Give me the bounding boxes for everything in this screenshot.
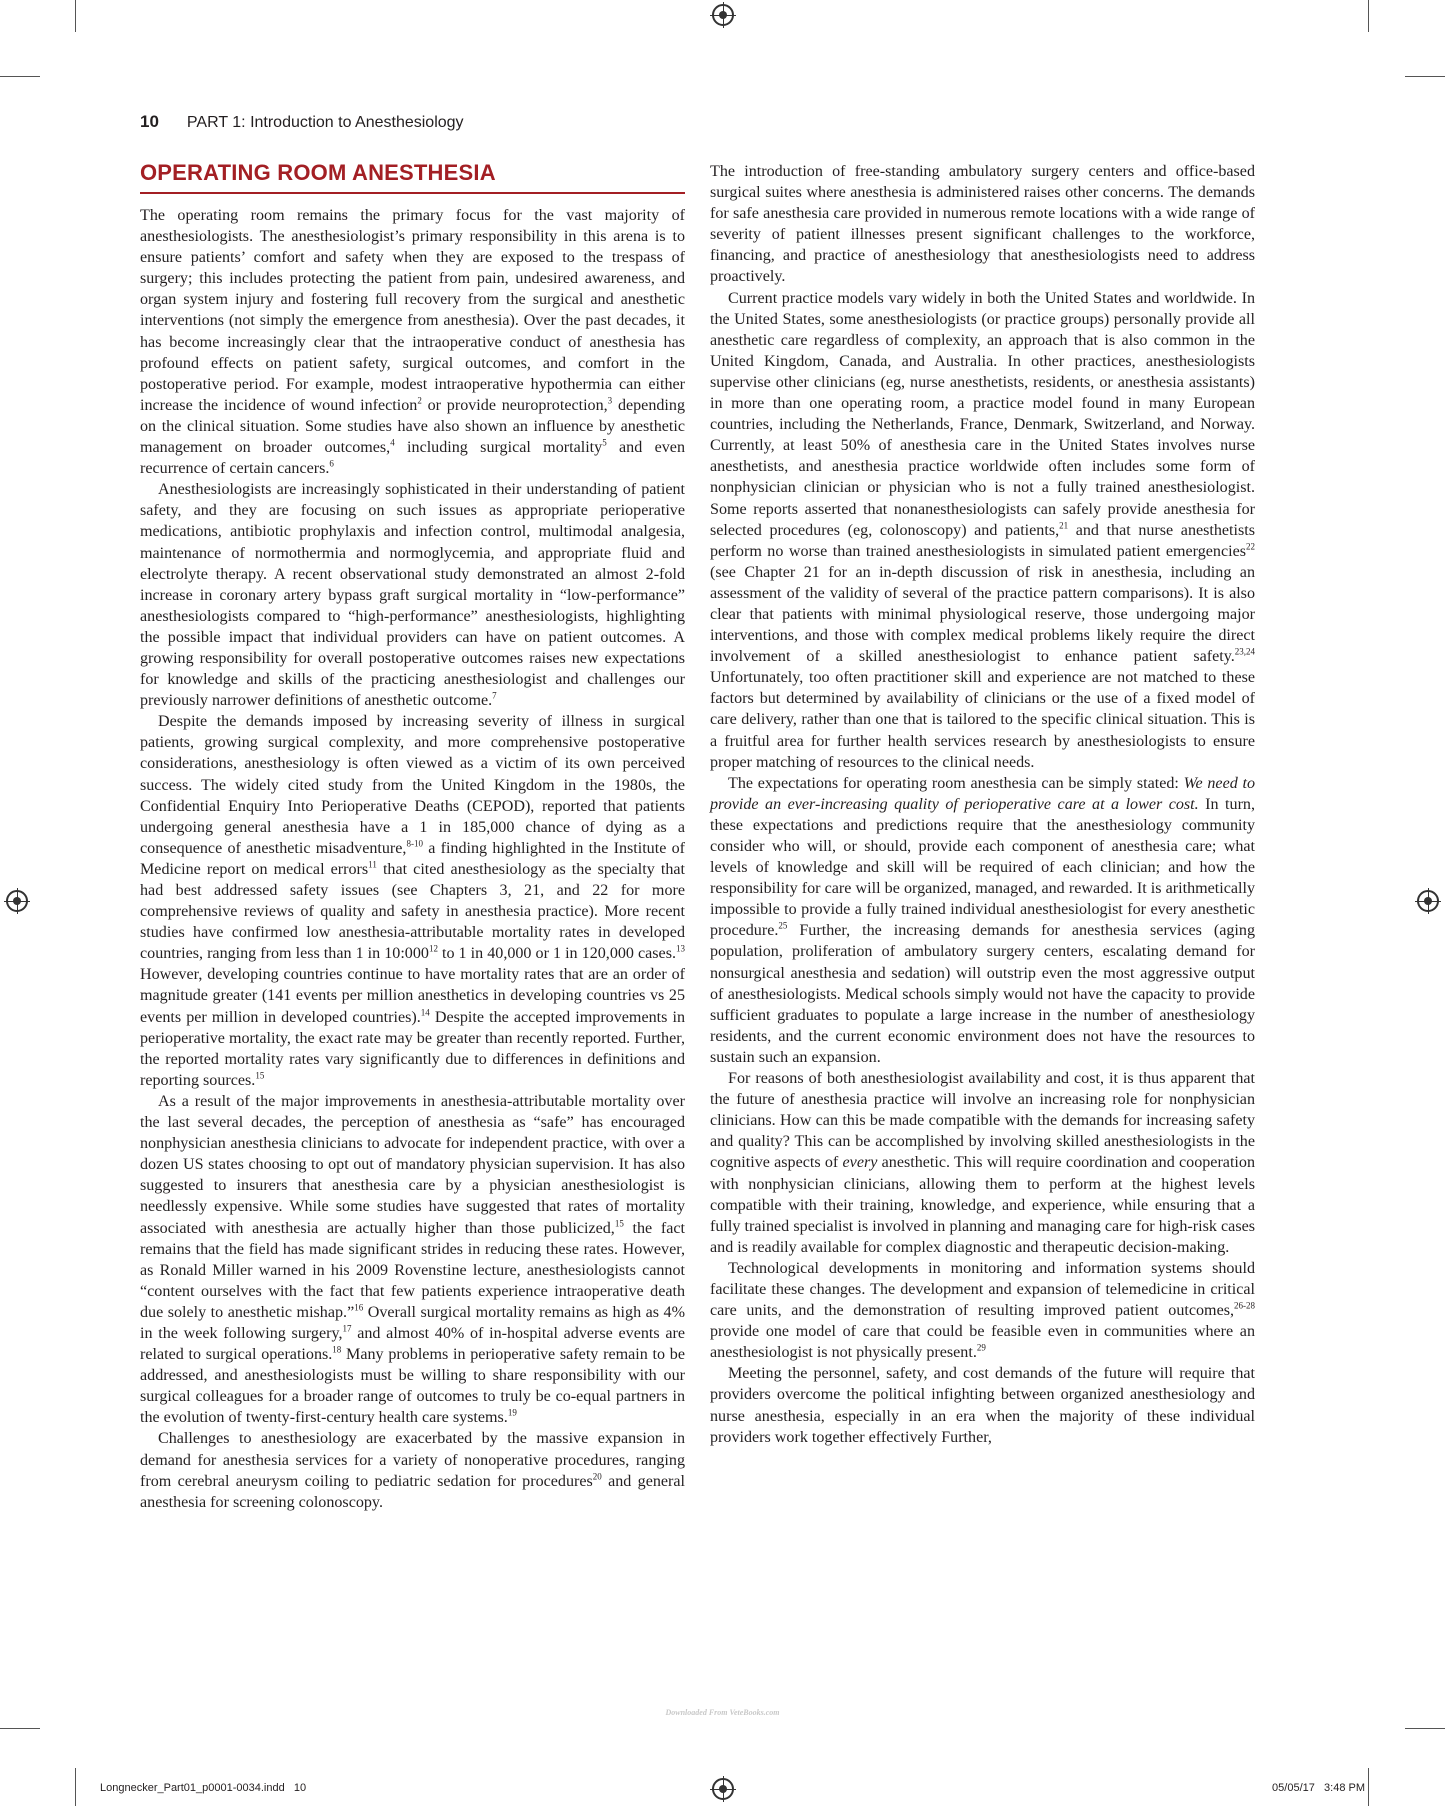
page-number: 10 (140, 112, 159, 131)
paragraph: Anesthesiologists are increasingly sophisticated in their understanding of patient safety, and they are focusing on such issues as appropriate perioperative medications, antibiotic prophylaxis and infection control, multimodal analgesia, maintenance of normothermia and normoglycemia, and appropriate fluid and electrolyte therapy. A recent observational study demonstrated an almost 2-fold increase in coronary artery bypass graft surgical mortality in “low-performance” anesthesiologists compared to “high-performance” anesthesiologists, highlighting the possible impact that individual providers can have on patient outcomes. A growing responsibility for overall postoperative outcomes raises new expectations for knowledge and skills of the practicing anesthesiologist and challenges our previously narrower definitions of anesthetic outcome.$^7$ (140, 481, 685, 710)
crop-mark (0, 1728, 40, 1729)
crop-mark (1368, 0, 1369, 32)
paragraph: Current practice models vary widely in both the United States and worldwide. In the United States, some anesthesiologists (or practice groups) personally provide all anesthetic care regardless of complexity, an approach that is also common in the United Kingdom, Canada, and Australia. In other practices, anesthesiologists supervise other clinicians (eg, nurse anesthetists, residents, or anesthesia assistants) in more than one operating room, a practice model found in many European countries, including the Netherlands, France, Denmark, Switzerland, and Norway. Currently, at least 50% of anesthesia care in the United States involves nurse anesthetists, and anesthesia practice worldwide often includes some form of nonphysician clinician or physician who is not a fully trained anesthesiologist. Some reports asserted that nonanesthesiologists can safely provide anesthesia for selected procedures (eg, colonoscopy) and patients,$^{21}$ and that nurse anesthetists perform no worse than trained anesthesiologists in simulated patient emergencies$^{22}$ (see Chapter 21 for an in-depth discussion of risk in anesthesia, including an assessment of the validity of several of the practice pattern comparisons). It is also clear that patients with minimal physiological reserve, those undergoing major interventions, and those with complex medical problems likely require the direct involvement of a skilled anesthesiologist to enhance patient safety.$^{23,24}$ Unfortunately, too often practitioner skill and experience are not matched to these factors but determined by availability of clinicians or the use of a fixed model of care delivery, rather than one that is tailored to the specific clinical situation. This is a fruitful area for further health services research by anesthesiologists to ensure proper matching of resources to the clinical needs. (710, 289, 1255, 771)
left-column (140, 205, 685, 1513)
running-head (140, 112, 464, 132)
crop-mark (0, 76, 40, 77)
paragraph: The introduction of free-standing ambulatory surgery centers and office-based surgical suites where anesthesia is administered raises other concerns. The demands for safe anesthesia care provided in numerous remote locations with a wide range of severity of patient illnesses present significant challenges to the workforce, financing, and practice of anesthesiology that anesthesiologists need to address proactively. (710, 163, 1255, 286)
crop-mark (1405, 76, 1445, 77)
watermark: Downloaded From VeteBooks.com (665, 1708, 780, 1717)
section-title: OPERATING ROOM ANESTHESIA (140, 160, 685, 194)
crop-mark (75, 0, 76, 32)
crop-mark (75, 1768, 76, 1806)
paragraph: Technological developments in monitoring and information systems should facilitate these changes. The development and expansion of telemedicine in critical care units, and the demonstration of resulting improved patient outcomes,$^{26-28}$ provide one model of care that could be feasible even in communities where an anesthesiologist is not physically present.$^{29}$ (710, 1259, 1255, 1362)
paragraph: For reasons of both anesthesiologist availability and cost, it is thus apparent that the future of anesthesia practice will involve an increasing role for nonphysician clinicians. How can this be made compatible with the demands for increasing safety and quality? This can be accomplished by involving skilled anesthesiologists in the cognitive aspects of every anesthetic. This will require coordination and cooperation with nonphysician clinicians, allowing them to perform at the highest levels compatible with their training, knowledge, and experience, while ensuring that a fully trained specialist is involved in planning and managing care for high-risk cases and is readily available for complex diagnostic and therapeutic decision-making. (710, 1070, 1255, 1256)
registration-mark-icon (712, 4, 734, 26)
paragraph: Meeting the personnel, safety, and cost demands of the future will require that providers overcome the political infighting between organized anesthesiology and nurse anesthesia, especially in an era when the majority of these individual providers work together effectively Further, (710, 1365, 1255, 1446)
paragraph: The operating room remains the primary focus for the vast majority of anesthesiologists. The anesthesiologist’s primary responsibility in this arena is to ensure patients’ comfort and safety when they are exposed to the trespass of surgery; this includes protecting the patient from pain, undesired awareness, and organ system injury and fostering full recovery from the surgical and anesthetic interventions (not simply the emergence from anesthesia). Over the past decades, it has become increasingly clear that the intraoperative conduct of anesthesia has profound effects on patient safety, surgical outcomes, and comfort in the postoperative period. For example, modest intraoperative hypothermia can either increase the incidence of wound infection$^2$ or provide neuroprotection,$^3$ depending on the clinical situation. Some studies have also shown an influence by anesthetic management on broader outcomes,$^4$ including surgical mortality$^5$ and even recurrence of certain cancers.$^6$ (140, 207, 685, 478)
registration-mark-icon (6, 890, 28, 912)
part-title: PART 1: Introduction to Anesthesiology (186, 114, 464, 131)
registration-mark-icon (712, 1778, 734, 1800)
paragraph: Challenges to anesthesiology are exacerbated by the massive expansion in demand for anesthesia services for a variety of nonoperative procedures, ranging from cerebral aneurysm coiling to pediatric sedation for procedures$^{20}$ and general anesthesia for screening colonoscopy. (140, 1430, 686, 1511)
registration-mark-icon (1417, 890, 1439, 912)
slug-date: 05/05/17 3:48 PM (1272, 1782, 1365, 1794)
paragraph: As a result of the major improvements in anesthesia-attributable mortality over the last several decades, the perception of anesthesia as “safe” has encouraged nonphysician anesthesia clinicians to advocate for independent practice, with over a dozen US states choosing to opt out of mandatory physician supervision. It has also suggested to insurers that anesthesia care by a physician anesthesiologist is needlessly expensive. While some studies have suggested that rates of mortality associated with anesthesia are actually higher than those publicized,$^{15}$ the fact remains that the field has made significant strides in reducing these rates. However, as Ronald Miller warned in his 2009 Rovenstine lecture, anesthesiologists cannot “content ourselves with the fact that few patients experience intraoperative death due solely to anesthetic mishap.”$^{16}$ Overall surgical mortality remains as high as 4% in the week following surgery,$^{17}$ and almost 40% of in-hospital adverse events are related to surgical operations.$^{18}$ Many problems in perioperative safety remain to be addressed, and anesthesiologists must be willing to share responsibility with our surgical colleagues for a broader range of outcomes to truly be co-equal partners in the evolution of twenty-first-century health care systems.$^{19}$ (140, 1092, 685, 1427)
slug-filename: Longnecker_Part01_p0001-0034.indd 10 (100, 1782, 307, 1794)
crop-mark (1368, 1768, 1369, 1806)
paragraph: Despite the demands imposed by increasing severity of illness in surgical patients, growing surgical complexity, and more comprehensive postoperative considerations, anesthesiology is often viewed as a victim of its own perceived success. The widely cited study from the United Kingdom in the 1980s, the Confidential Enquiry Into Perioperative Deaths (CEPOD), reported that patients undergoing general anesthesia have a 1 in 185,000 chance of dying as a consequence of anesthetic misadventure,$^{8-10}$ a finding highlighted in the Institute of Medicine report on medical errors$^{11}$ that cited anesthesiology as the specialty that had best addressed safety issues (see Chapters 3, 21, and 22 for more comprehensive reviews of quality and safety in anesthesia practice). More recent studies have confirmed low anesthesia-attributable mortality rates in developed countries, ranging from less than 1 in $10:000^{12}$ to 1 in 40,000 or 1 in 120,000 cases.$^{13}$ However, developing countries continue to have mortality rates that are an order of magnitude greater (141 events per million anesthetics in developing countries vs 25 events per million in developed countries).$^{14}$ Despite the accepted improvements in perioperative mortality, the exact rate may be greater than recently reported. Further, the reported mortality rates vary significantly due to differences in definitions and reporting sources.$^{15}$ (140, 713, 686, 1089)
right-column (710, 161, 1255, 1448)
paragraph: The expectations for operating room anesthesia can be simply stated: We need to provide an ever-increasing quality of perioperative care at a lower cost. In turn, these expectations and predictions require that the anesthesiology community consider who will, or should, provide each component of anesthesia care; what levels of knowledge and skill will be required of each clinician; and how the responsibility for care will be organized, managed, and rewarded. It is arithmetically impossible to provide a fully trained individual anesthesiologist for every anesthetic procedure.$^{25}$ Further, the increasing demands for anesthesia services (aging population, proliferation of ambulatory surgery centers, escalating demand for nonsurgical anesthesia and sedation) will outstrip even the most aggressive output of anesthesiologists. Medical schools simply would not have the capacity to provide sufficient graduates to populate a large increase in the number of anesthesiology residents, and the current economic environment does not have the resources to sustain such an expansion. (710, 774, 1255, 1066)
crop-mark (1405, 1728, 1445, 1729)
